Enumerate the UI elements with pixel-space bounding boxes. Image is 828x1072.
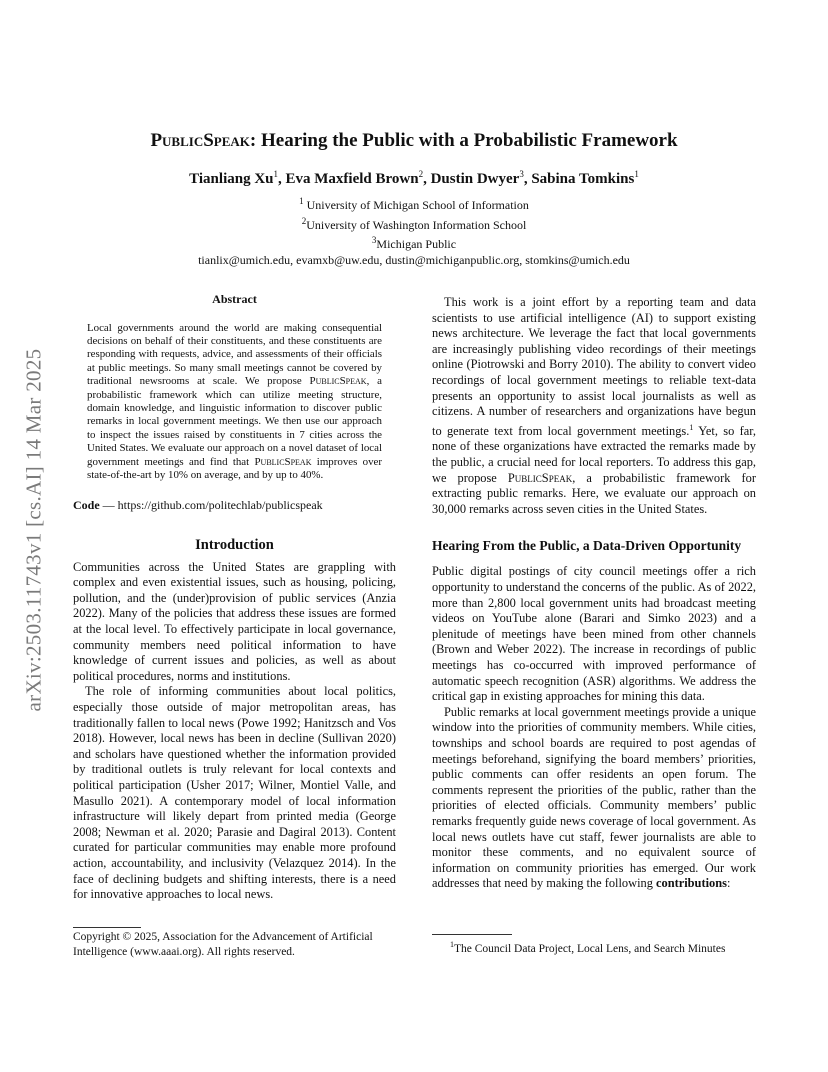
footnote-rule — [73, 927, 141, 928]
arxiv-stamp-text: arXiv:2503.11743v1 [cs.AI] 14 Mar 2025 — [21, 348, 46, 712]
footnote-text: The Council Data Project, Local Lens, and Search Minutes — [454, 942, 726, 955]
author-separator: , — [278, 171, 286, 187]
author-separator: , — [423, 171, 431, 187]
author-name: Dustin Dwyer — [430, 171, 520, 187]
abstract-text: Local governments around the world are making consequential decisions on behalf of their constituents, and these constituents are responding with requests, advice, and assessments of their officials at public meetings. So many small meetings cannot be covered by traditional newsrooms at scale. We propose — [87, 321, 382, 388]
paragraph-text: : — [726, 876, 731, 891]
code-label: Code — [73, 498, 100, 513]
brand-name: PublicSpeak — [507, 470, 573, 485]
affiliation — [0, 214, 828, 234]
author-affil-mark: 1 — [273, 169, 279, 179]
author-affil-mark: 3 — [519, 169, 524, 179]
section-heading-hearing: Hearing From the Public, a Data-Driven Opportunity — [432, 538, 742, 554]
code-url[interactable]: — https://github.com/politechlab/publicspeak — [99, 498, 323, 513]
author-name: Tianliang Xu — [189, 171, 274, 187]
footnote-rule — [432, 934, 512, 935]
author-name: Eva Maxfield Brown — [285, 171, 419, 187]
title-brand: PublicSpeak — [150, 130, 250, 151]
paper-title — [0, 130, 828, 152]
footnote-mark: 1 — [689, 422, 694, 432]
abstract-brand: PublicSpeak — [254, 455, 312, 468]
author-name: Sabina Tomkins — [531, 171, 635, 187]
right-paragraph-2: Public digital postings of city council meetings offer a rich opportunity to understand the concerns of the public. As of 2022, more than 2,800 local government units had broadcast meeting videos on YouTube alone (Barari and Simko 2023) and a plenitude of meetings have been mined from other channels (Brown and Weber 2022). The increase in recordings of public meetings has co-occurred with improved performance of automatic speech recognition (ASR) algorithms. We address the critical gap in existing approaches for mining this data. — [432, 564, 756, 704]
right-paragraph-3 — [432, 705, 756, 892]
right-column — [432, 295, 756, 892]
abstract-body — [87, 322, 382, 483]
author-emails: tianlix@umich.edu, evamxb@uw.edu, dustin@michiganpublic.org, stomkins@umich.edu — [198, 252, 630, 267]
affil-text: University of Washington Information School — [306, 217, 527, 232]
affil-mark: 2 — [301, 215, 307, 226]
intro-paragraph-2: The role of informing communities about local politics, especially those outside of major metropolitan areas, has traditionally fallen to local news (Powe 1992; Hanitzsch and Vos 2018). However, local news has been in decline (Sullivan 2020) and scholars have questioned whether the information provided by traditional outlets is truly relevant for local contexts and political participation (Usher 2017; Wilner, Montiel Valle, and Masullo 2021). A contemporary model of local information infrastructure will likely depart from printed media (George 2008; Newman et al. 2020; Parasie and Dagiral 2013). Content curated for particular communities may enable more profound action, accountability, and inclusivity (Velazquez 2014). In the face of declining budgets and shifting interests, there is a need for innovative approaches to local news. — [73, 684, 396, 902]
paragraph-text: , a probabilistic framework for extracting public remarks. Here, we evaluate our approach on 30,000 remarks across seven cities in the United States. — [432, 470, 756, 516]
paragraph-text: Public remarks at local government meetings provide a unique window into the priorities of community members. While cities, townships and school boards are required to post agendas of meetings beforehand, signifying the board members’ priorities, public comments can offer residents an open forum. The comments represent the priorities of the public, rather than the priorities of elected officials. Community members’ public remarks frequently guide news coverage of local government. As local news outlets have cut staff, fewer journalists are able to monitor these comments, and no equivalent source of information on community priorities has emerged. Our work addresses that need by making the following — [432, 704, 756, 891]
title-rest: : Hearing the Public with a Probabilistic Framework — [249, 130, 678, 151]
abstract-text: , a probabilistic framework which can utilize meeting structure, domain knowledge, and linguistic information to discover public remarks in local government meetings. We then use our approach to inspect the issues raised by constituents in 7 cities across the United States. We evaluate our approach on a novel dataset of local government meetings and find that — [87, 375, 383, 468]
arxiv-stamp — [22, 300, 46, 760]
footnote-body — [432, 938, 756, 956]
author-affil-mark: 2 — [418, 169, 424, 179]
right-paragraph-1 — [432, 295, 756, 517]
paragraph-text: This work is a joint effort by a reporting team and data scientists to use artificial intelligence (AI) to support existing news architecture. We leverage the fact that local governments are increasingly publishing video recordings of their meetings online (Piotrowski and Borry 2010). The ability to convert video recordings of local government meetings to reliable text-data presents an opportunity to assist local journalists as well as citizens. A number of researchers and organizations have begun to generate text from local government meetings. — [432, 295, 756, 438]
left-column — [73, 292, 396, 903]
footnote-mark: 1 — [450, 940, 454, 949]
intro-paragraph-1: Communities across the United States are grappling with complex and even existential issues, such as housing, policing, pollution, and the (under)provision of public services (Anzia 2022). Many of the policies that address these issues are formed at the local level. To effectively participate in local governance, community members need political information to have knowledge of current issues and policies, as well as about political procedures, norms and institutions. — [73, 559, 396, 683]
affil-mark: 3 — [371, 235, 377, 245]
contributions-bold: contributions — [656, 876, 727, 891]
footnote — [432, 934, 756, 956]
affiliation — [0, 233, 828, 253]
affiliations — [0, 194, 828, 268]
author-list — [0, 169, 828, 188]
abstract-heading: Abstract — [212, 292, 257, 306]
abstract-brand: PublicSpeak — [309, 375, 367, 388]
author-separator: , — [523, 171, 532, 187]
paragraph-text: Yet, so far, none of these organizations have extracted the remarks made by the public, a crucial need for local reporters. To address this gap, we propose — [432, 423, 756, 485]
abstract-text: improves over state-of-the-art by 10% on average, and by up to 40%. — [87, 455, 382, 482]
affiliation — [0, 194, 828, 214]
code-link-line — [73, 498, 396, 514]
introduction-heading: Introduction — [195, 537, 274, 554]
affil-text: Michigan Public — [376, 237, 457, 251]
copyright-notice — [73, 927, 396, 960]
affil-mark: 1 — [299, 196, 304, 206]
author-affil-mark: 1 — [634, 169, 639, 179]
affil-text: University of Michigan School of Information — [303, 198, 529, 212]
copyright-text: Copyright © 2025, Association for the Advancement of Artificial Intelligence (www.aaai.org). All rights reserved. — [73, 931, 373, 958]
